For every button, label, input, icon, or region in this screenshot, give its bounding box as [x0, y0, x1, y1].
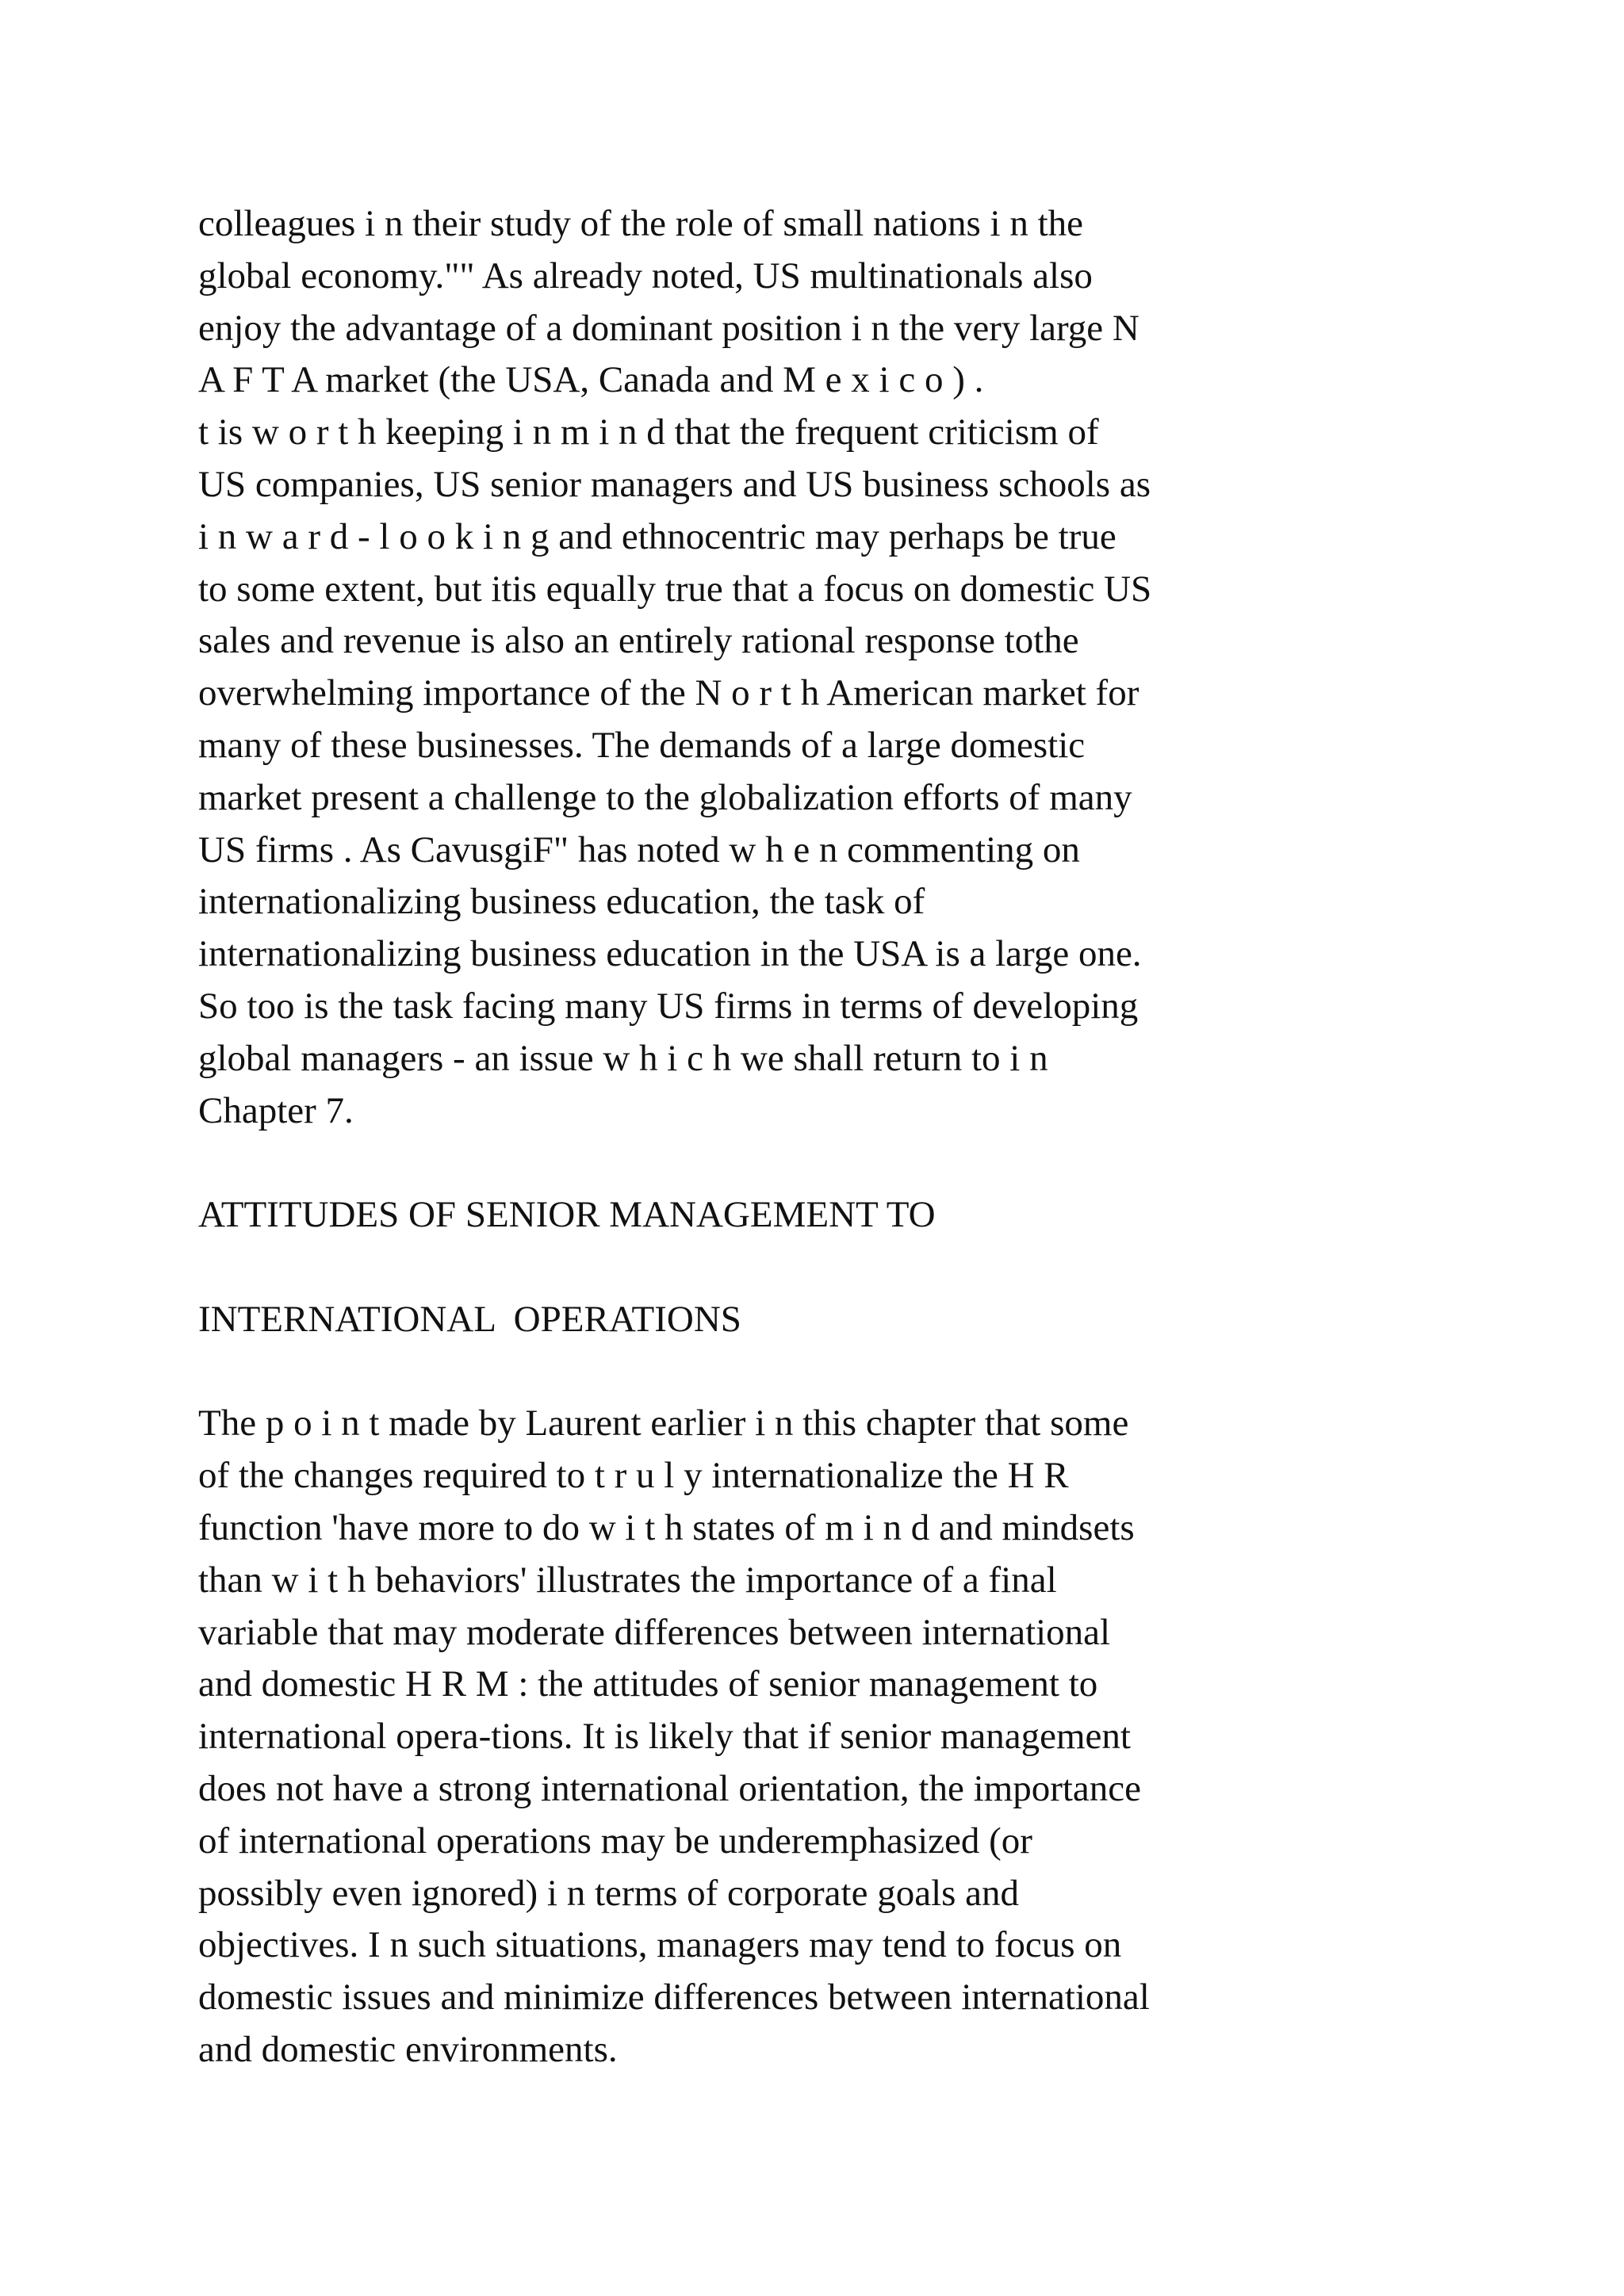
paragraph-line: international opera-tions. It is likely that if senior management [198, 1716, 1131, 1758]
paragraph-line: t is w o r t h keeping i n m i n d that the frequent criticism of [198, 411, 1099, 453]
paragraph-line: and domestic environments. [198, 2028, 618, 2070]
paragraph-line: enjoy the advantage of a dominant position i n the very large N [198, 307, 1139, 349]
section-heading-line-1: ATTITUDES OF SENIOR MANAGEMENT TO [198, 1194, 936, 1236]
paragraph-line: possibly even ignored) i n terms of corporate goals and [198, 1872, 1020, 1914]
paragraph-line: function 'have more to do w i t h states of m i n d and mindsets [198, 1506, 1135, 1548]
paragraph-line: A F T A market (the USA, Canada and M e x i c o ) . [198, 359, 984, 401]
paragraph-line: and domestic H R M : the attitudes of senior management to [198, 1663, 1098, 1705]
paragraph-line: Chapter 7. [198, 1089, 354, 1131]
paragraph-line: many of these businesses. The demands of a large domestic [198, 724, 1086, 766]
paragraph-line: US companies, US senior managers and US business schools as [198, 463, 1151, 505]
paragraph-line: internationalizing business education, the task of [198, 881, 925, 923]
paragraph-line: than w i t h behaviors' illustrates the importance of a final [198, 1559, 1057, 1601]
paragraph-line: objectives. I n such situations, managers may tend to focus on [198, 1924, 1122, 1966]
paragraph-line: of the changes required to t r u l y internationalize the H R [198, 1455, 1069, 1497]
paragraph-line: sales and revenue is also an entirely rational response tothe [198, 620, 1079, 662]
paragraph-line: to some extent, but itis equally true that a focus on domestic US [198, 568, 1152, 610]
spacer [198, 1137, 1435, 1189]
paragraph-line: global managers - an issue w h i c h we shall return to i n [198, 1037, 1048, 1079]
paragraph-line: variable that may moderate differences between international [198, 1611, 1111, 1653]
paragraph-line: i n w a r d - l o o k i n g and ethnocentric may perhaps be true [198, 515, 1116, 557]
paragraph-line: overwhelming importance of the N o r t h American market for [198, 672, 1139, 714]
paragraph-2 [198, 1398, 1435, 2076]
paragraph-line: So too is the task facing many US firms in terms of developing [198, 985, 1139, 1027]
paragraph-line: colleagues i n their study of the role of small nations i n the [198, 203, 1083, 244]
paragraph-line: of international operations may be underemphasized (or [198, 1820, 1032, 1862]
paragraph-line: The p o i n t made by Laurent earlier i n this chapter that some [198, 1402, 1129, 1445]
paragraph-line: domestic issues and minimize differences between international [198, 1976, 1150, 2019]
spacer [198, 1346, 1435, 1399]
paragraph-1 [198, 198, 1435, 1137]
paragraph-line: does not have a strong international orientation, the importance [198, 1767, 1141, 1809]
paragraph-line: internationalizing business education in the USA is a large one. [198, 933, 1142, 975]
document-page [198, 198, 1435, 2076]
paragraph-line: market present a challenge to the globalization efforts of many [198, 776, 1132, 818]
section-heading-line-2: INTERNATIONAL OPERATIONS [198, 1298, 741, 1340]
paragraph-line: global economy."" As already noted, US multinationals also [198, 254, 1093, 297]
spacer [198, 1242, 1435, 1294]
paragraph-line: US firms . As CavusgiF" has noted w h e n commenting on [198, 828, 1080, 871]
